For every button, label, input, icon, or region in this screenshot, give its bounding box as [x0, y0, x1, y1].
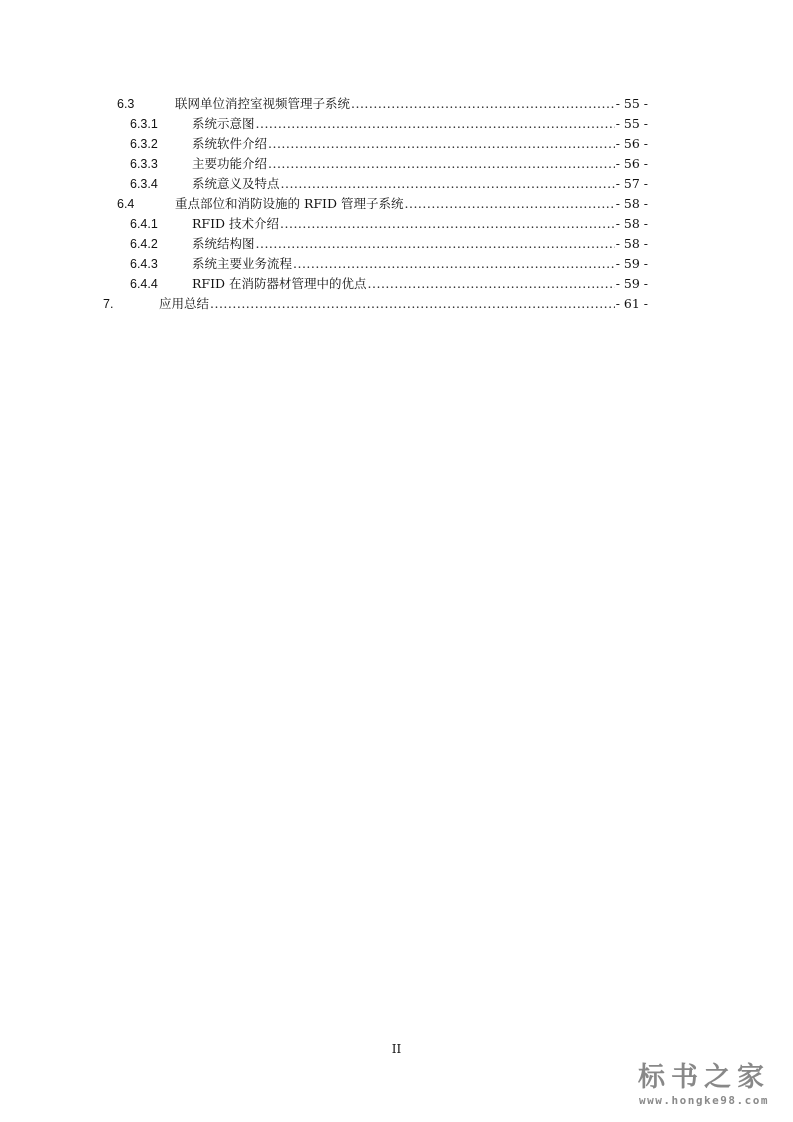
toc-title: 主要功能介绍 [192, 156, 268, 171]
toc-title: 重点部位和消防设施的 RFID 管理子系统 [175, 196, 404, 211]
toc-page-number: - 58 - [615, 236, 648, 251]
watermark-title: 标书之家 [638, 1062, 770, 1093]
toc-row[interactable] [0, 274, 793, 294]
toc-leader-dots [256, 234, 615, 254]
toc-entry [192, 174, 648, 194]
toc-number: 6.4 [117, 197, 135, 211]
toc-number: 7. [103, 297, 114, 311]
toc-page-number: - 55 - [615, 116, 648, 131]
toc-page-number: - 59 - [615, 276, 648, 291]
toc-row[interactable] [0, 254, 793, 274]
toc-row[interactable] [0, 134, 793, 154]
toc-row[interactable] [0, 294, 793, 314]
toc-entry [192, 254, 648, 274]
toc-entry [175, 194, 648, 214]
toc-leader-dots [351, 94, 615, 114]
watermark-url: www.hongke98.com [639, 1094, 769, 1107]
toc-number: 6.4.3 [130, 257, 158, 271]
table-of-contents [0, 94, 793, 314]
toc-entry [192, 114, 648, 134]
toc-title: 应用总结 [159, 296, 210, 311]
toc-leader-dots [268, 134, 615, 154]
toc-leader-dots [405, 194, 615, 214]
toc-row[interactable] [0, 214, 793, 234]
toc-leader-dots [256, 114, 615, 134]
toc-row[interactable] [0, 174, 793, 194]
toc-entry [192, 274, 648, 294]
toc-title: 系统软件介绍 [192, 136, 268, 151]
toc-entry [175, 94, 648, 114]
toc-row[interactable] [0, 234, 793, 254]
toc-page-number: - 61 - [615, 296, 648, 311]
toc-leader-dots [368, 274, 615, 294]
watermark-logo [629, 1062, 779, 1108]
toc-page-number: - 57 - [615, 176, 648, 191]
toc-row[interactable] [0, 114, 793, 134]
toc-title: 系统示意图 [192, 116, 255, 131]
toc-entry [159, 294, 648, 314]
toc-entry [192, 134, 648, 154]
toc-number: 6.3.3 [130, 157, 158, 171]
toc-title: RFID 技术介绍 [192, 216, 280, 231]
toc-leader-dots [280, 214, 615, 234]
toc-number: 6.3.1 [130, 117, 158, 131]
toc-entry [192, 154, 648, 174]
toc-title: RFID 在消防器材管理中的优点 [192, 276, 367, 291]
toc-page-number: - 59 - [615, 256, 648, 271]
toc-page-number: - 58 - [615, 196, 648, 211]
toc-leader-dots [281, 174, 615, 194]
toc-title: 系统意义及特点 [192, 176, 280, 191]
toc-row[interactable] [0, 94, 793, 114]
toc-page-number: - 55 - [615, 96, 648, 111]
toc-leader-dots [293, 254, 615, 274]
toc-entry [192, 214, 648, 234]
toc-page-number: - 56 - [615, 136, 648, 151]
toc-row[interactable] [0, 154, 793, 174]
toc-title: 联网单位消控室视频管理子系统 [175, 96, 351, 111]
toc-number: 6.4.1 [130, 217, 158, 231]
toc-number: 6.3.4 [130, 177, 158, 191]
toc-number: 6.4.2 [130, 237, 158, 251]
toc-leader-dots [210, 294, 615, 314]
toc-page-number: - 56 - [615, 156, 648, 171]
toc-title: 系统主要业务流程 [192, 256, 293, 271]
toc-number: 6.4.4 [130, 277, 158, 291]
toc-row[interactable] [0, 194, 793, 214]
toc-entry [192, 234, 648, 254]
toc-number: 6.3 [117, 97, 135, 111]
toc-leader-dots [268, 154, 615, 174]
toc-number: 6.3.2 [130, 137, 158, 151]
page-number: II [391, 1042, 402, 1056]
toc-title: 系统结构图 [192, 236, 255, 251]
toc-page-number: - 58 - [615, 216, 648, 231]
